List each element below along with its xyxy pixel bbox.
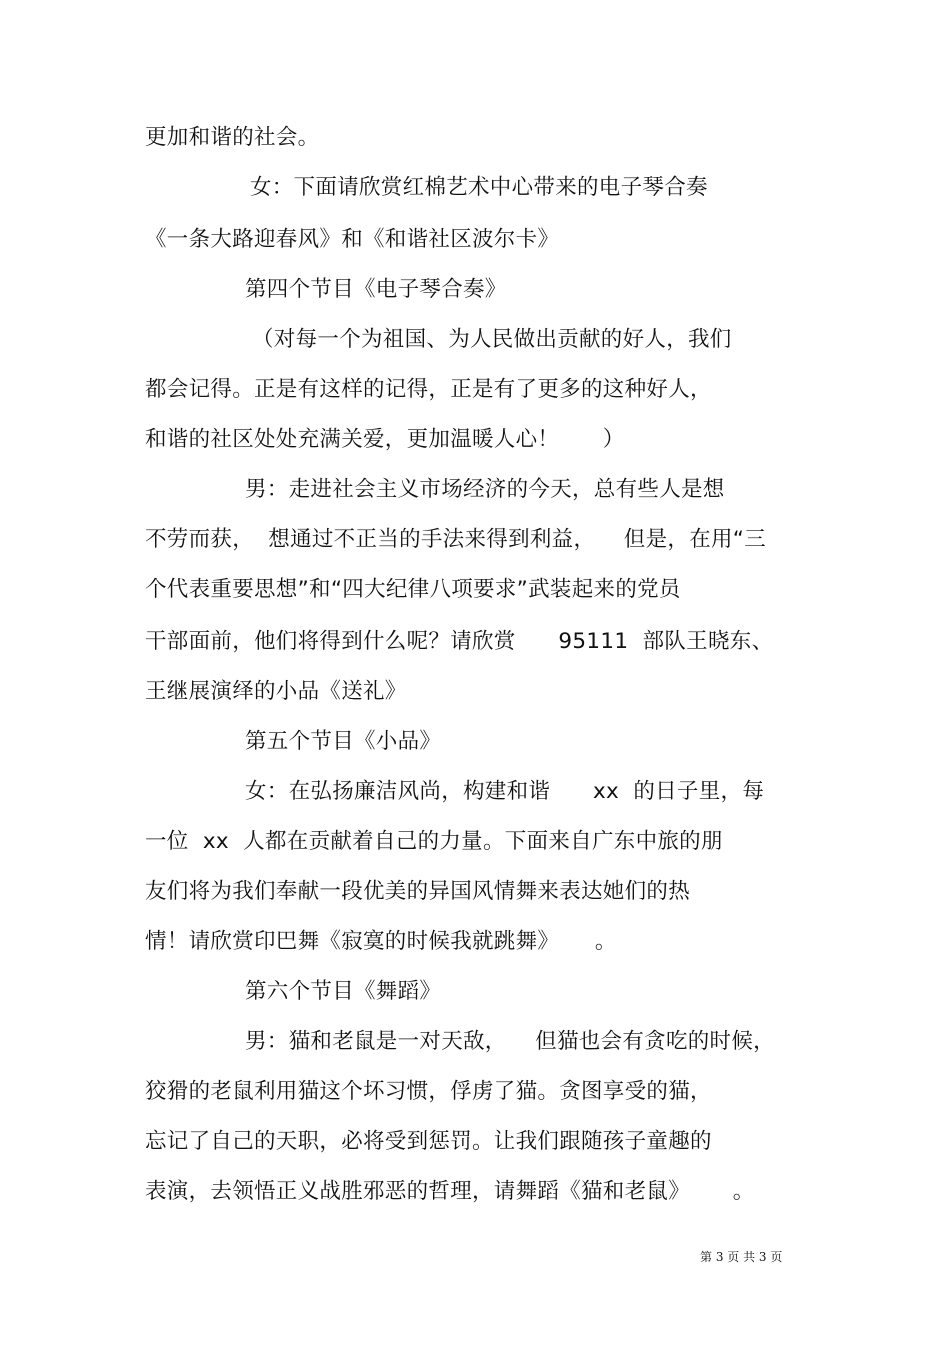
text-line: 不劳而获， 想通过不正当的手法来得到利益， 但是，在用“三 <box>145 527 767 552</box>
text-line: 情！请欣赏印巴舞《寂寞的时候我就跳舞》 。 <box>145 929 617 954</box>
page-number: 第 3 页 共 3 页 <box>700 1250 783 1264</box>
text-line: 个代表重要思想”和“四大纪律八项要求”武装起来的党员 <box>145 577 681 602</box>
text-line: 干部面前，他们将得到什么呢？请欣赏 95111 部队王晓东、 <box>145 629 774 654</box>
section-heading: 第六个节目《舞蹈》 <box>245 979 442 1004</box>
text-line: 忘记了自己的天职，必将受到惩罚。让我们跟随孩子童趣的 <box>145 1129 712 1154</box>
text-line: 男：走进社会主义市场经济的今天，总有些人是想 <box>245 477 725 502</box>
text-line: （对每一个为祖国、为人民做出贡献的好人，我们 <box>252 327 732 352</box>
text-line: 友们将为我们奉献一段优美的异国风情舞来表达她们的热 <box>145 879 691 904</box>
section-heading: 第五个节目《小品》 <box>245 729 442 754</box>
text-line: 女：下面请欣赏红棉艺术中心带来的电子琴合奏 <box>250 175 708 200</box>
text-line: 男：猫和老鼠是一对天敌， 但猫也会有贪吃的时候， <box>245 1029 775 1054</box>
text-line: 表演，去领悟正义战胜邪恶的哲理，请舞蹈《猫和老鼠》 。 <box>145 1179 755 1204</box>
text-line: 都会记得。正是有这样的记得，正是有了更多的这种好人， <box>145 377 712 402</box>
text-line: 一位 xx 人都在贡献着自己的力量。下面来自广东中旅的朋 <box>145 829 723 854</box>
text-line: 王继展演绎的小品《送礼》 <box>145 679 407 704</box>
section-heading: 第四个节目《电子琴合奏》 <box>245 277 507 302</box>
text-line: 狡猾的老鼠利用猫这个坏习惯，俘虏了猫。贪图享受的猫， <box>145 1079 712 1104</box>
text-line: 《一条大路迎春风》和《和谐社区波尔卡》 <box>145 227 560 252</box>
text-line: 和谐的社区处处充满关爱，更加温暖人心！ ） <box>145 427 625 452</box>
text-line: 更加和谐的社会。 <box>145 125 320 150</box>
text-line: 女：在弘扬廉洁风尚，构建和谐 xx 的日子里，每 <box>245 779 765 804</box>
